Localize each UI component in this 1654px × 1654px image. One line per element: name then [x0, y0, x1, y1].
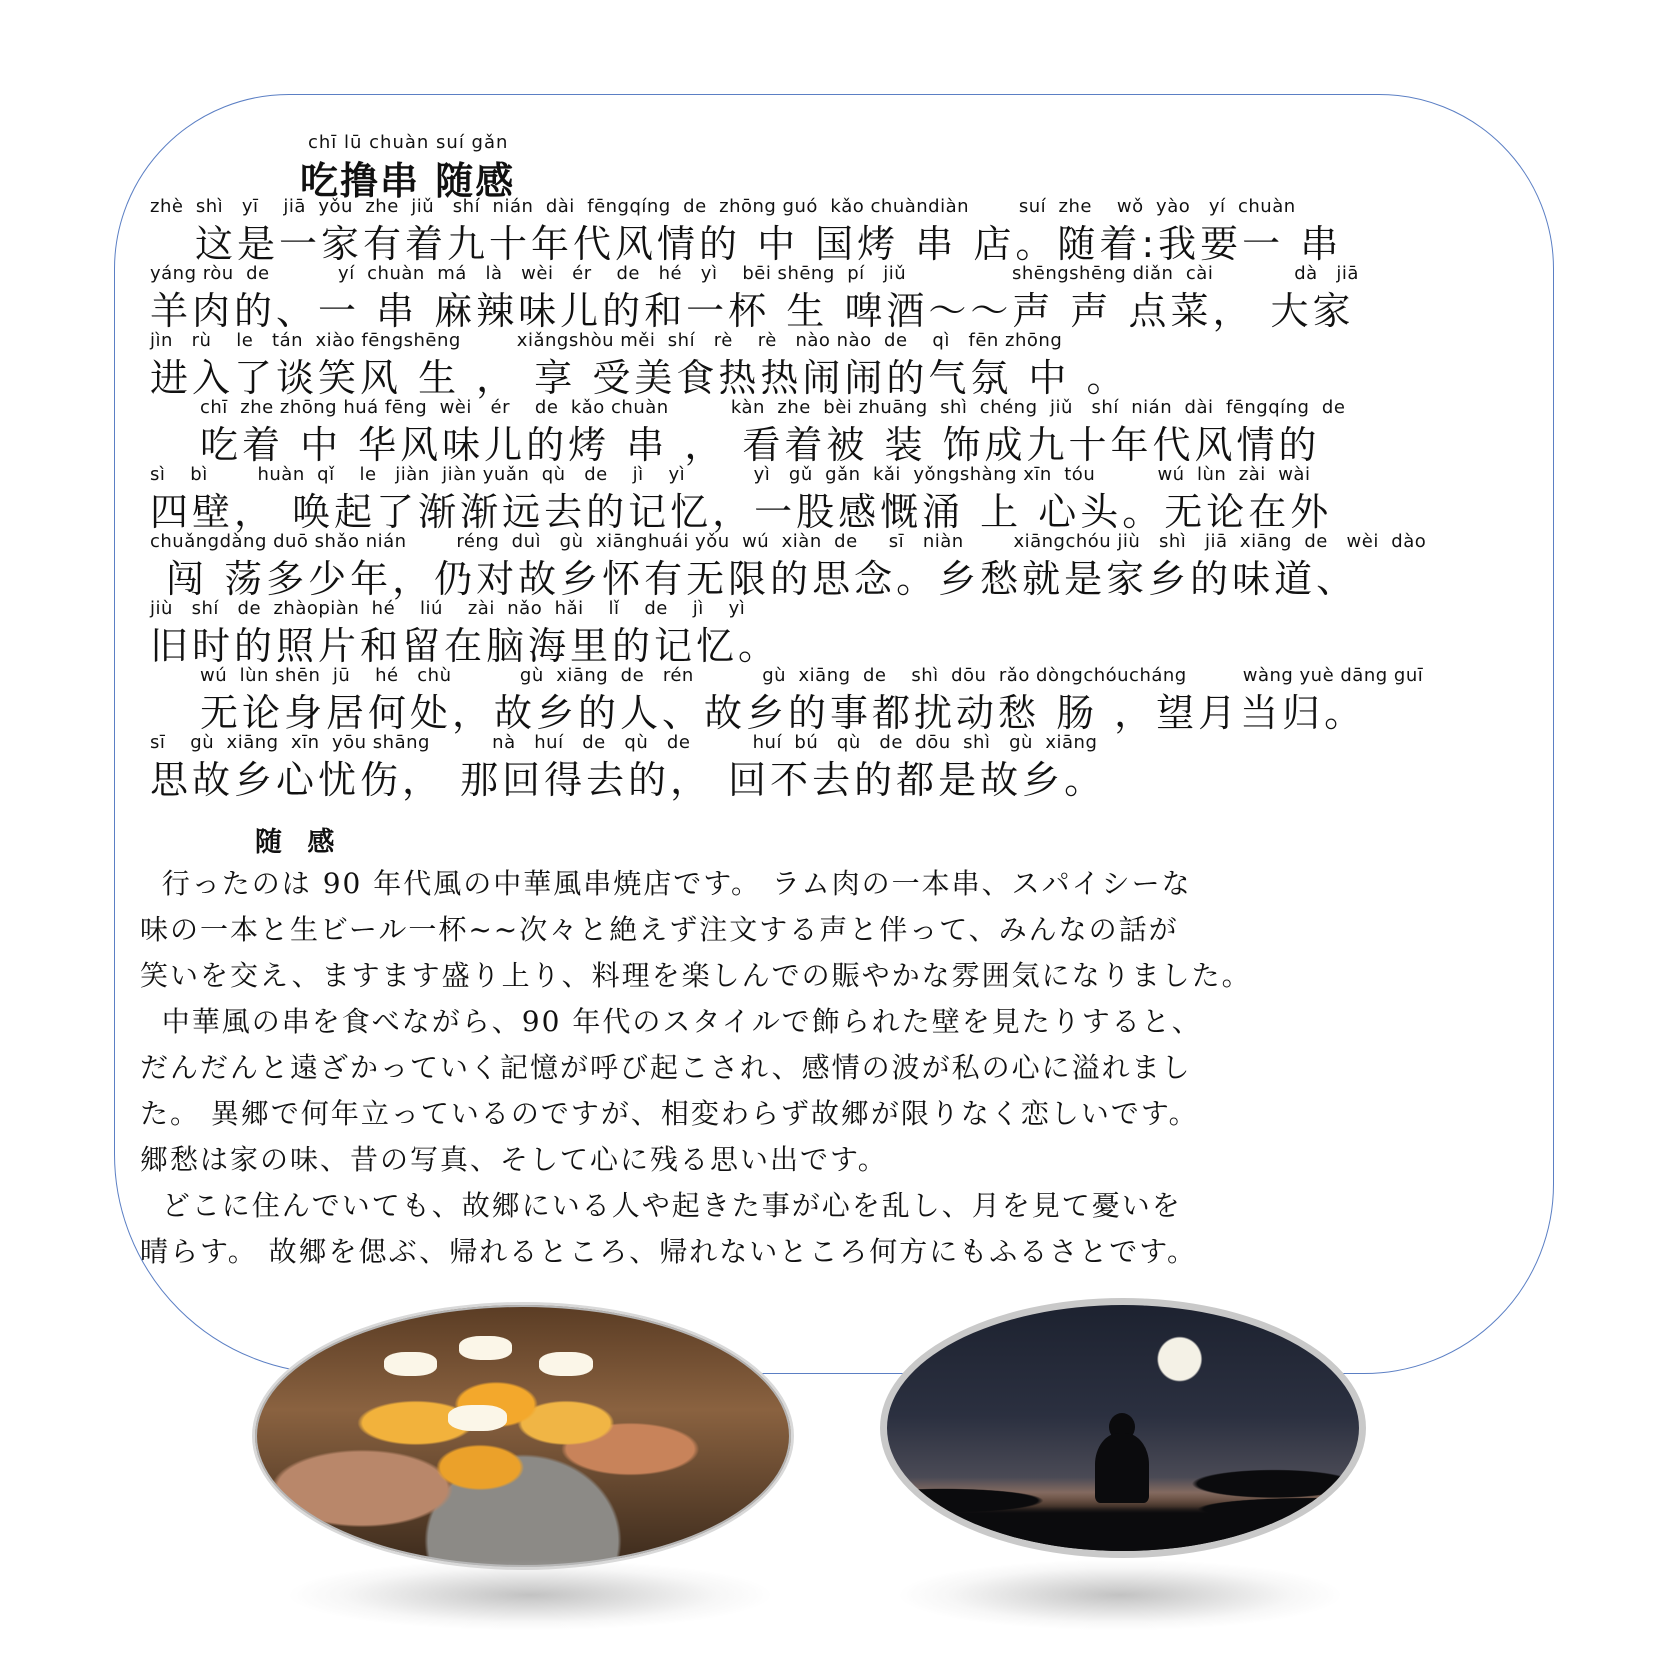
hanzi-line: 无论身居何处，故乡的人、故乡的事都扰动愁 肠 ，望月当归。 — [200, 691, 1367, 735]
hanzi-line: 旧时的照片和留在脑海里的记忆。 — [150, 624, 781, 668]
pinyin-line: wú lùn shēn jū hé chù gù xiāng de rén gù xiāng de shì dōu rǎo dòngchóucháng wàng yuè dāng guī — [200, 665, 1424, 686]
japanese-line: 晴らす。 故郷を偲ぶ、帰れるところ、帰れないところ何方にもふるさとです。 — [140, 1235, 1197, 1268]
pinyin-line: jiù shí de zhàopiàn hé liú zài nǎo hǎi lǐ de jì yì — [150, 598, 746, 619]
pinyin-line: sī gù xiāng xīn yōu shāng nà huí de qù de huí bú qù de dōu shì gù xiāng — [150, 732, 1098, 753]
japanese-line: どこに住んでいても、故郷にいる人や起きた事が心を乱し、月を見て憂いを — [140, 1189, 1182, 1222]
pinyin-line: jìn rù le tán xiào fēngshēng xiǎngshòu měi shí rè rè nào nào de qì fēn zhōng — [150, 330, 1063, 351]
hanzi-line: 四壁， 唤起了渐渐远去的记忆，一股感慨涌 上 心头。无论在外 — [150, 490, 1333, 534]
person-silhouette — [1095, 1433, 1149, 1503]
japanese-line: 笑いを交え、ますます盛り上り、料理を楽しんでの賑やかな雰囲気になりました。 — [140, 959, 1252, 992]
text-line — [150, 330, 1550, 400]
hanzi-line: 思故乡心忧伤， 那回得去的， 回不去的都是故乡。 — [150, 758, 1107, 802]
text-line — [150, 598, 1550, 668]
pinyin-line: sì bì huàn qǐ le jiàn jiàn yuǎn qù de jì yì yì gǔ gǎn kǎi yǒngshàng xīn tóu wú lùn zài wài — [150, 464, 1311, 485]
pinyin-line: chī zhe zhōng huá fēng wèi ér de kǎo chuàn kàn zhe bèi zhuāng shì chéng jiǔ shí nián dài fēngqíng de — [200, 397, 1346, 418]
japanese-heading: 随 感 — [255, 827, 343, 858]
page-title: 吃撸串 随感 — [300, 159, 516, 203]
hanzi-line: 羊肉的、一 串 麻辣味儿的和一杯 生 啤酒～～声 声 点菜， 大家 — [150, 289, 1355, 333]
text-line — [150, 732, 1550, 802]
text-line — [150, 531, 1550, 601]
pinyin-line: zhè shì yī jiā yǒu zhe jiǔ shí nián dài fēngqíng de zhōng guó kǎo chuàndiàn suí zhe wǒ yào yí chuàn — [150, 196, 1296, 217]
text-line — [150, 263, 1550, 333]
pinyin-line: yáng ròu de yí chuàn má là wèi ér de hé yì bēi shēng pí jiǔ shēngshēng diǎn cài dà jiā — [150, 263, 1359, 284]
title-pinyin: chī lū chuàn suí gǎn — [308, 132, 509, 153]
text-line — [150, 464, 1550, 534]
pinyin-line: chuǎngdàng duō shǎo nián réng duì gù xiānghuái yǒu wú xiàn de sī niàn xiāngchóu jiù shì jiā xiāng de wèi dào — [150, 531, 1427, 552]
japanese-line: 行ったのは 90 年代風の中華風串焼店です。 ラム肉の一本串、スパイシーな — [140, 867, 1192, 900]
japanese-text-block — [140, 862, 1540, 1276]
japanese-line: 郷愁は家の味、昔の写真、そして心に残る思い出です。 — [140, 1143, 888, 1176]
chinese-text-block — [150, 196, 1550, 802]
hanzi-line: 闯 荡多少年，仍对故乡怀有无限的思念。乡愁就是家乡的味道、 — [150, 557, 1359, 601]
text-line — [150, 665, 1550, 735]
text-line — [150, 196, 1550, 266]
hanzi-line: 这是一家有着九十年代风情的 中 国烤 串 店。随着:我要一 串 — [195, 222, 1343, 266]
photo-shadow — [290, 1560, 770, 1630]
japanese-line: 味の一本と生ビール一杯~~次々と絶えず注文する声と伴って、みんなの話が — [140, 913, 1179, 946]
hanzi-line: 进入了谈笑风 生 ， 享 受美食热热闹闹的气氛 中 。 — [150, 356, 1129, 400]
photo-shadow — [900, 1560, 1340, 1630]
moon-night-photo — [880, 1298, 1366, 1558]
beer-foam — [384, 1352, 438, 1376]
beer-foam — [459, 1336, 513, 1360]
text-line — [150, 397, 1550, 467]
japanese-line: た。 異郷で何年立っているのですが、相変わらず故郷が限りなく恋しいです。 — [140, 1097, 1199, 1130]
beer-foam — [448, 1405, 507, 1431]
beer-foam — [539, 1352, 593, 1376]
japanese-line: 中華風の串を食べながら、90 年代のスタイルで飾られた壁を見たりすると、 — [140, 1005, 1202, 1038]
japanese-line: だんだんと遠ざかっていく記憶が呼び起こされ、感情の波が私の心に溢れまし — [140, 1051, 1192, 1084]
beer-toast-photo — [252, 1302, 794, 1570]
hanzi-line: 吃着 中 华风味儿的烤 串 ， 看着被 装 饰成九十年代风情的 — [200, 423, 1321, 467]
